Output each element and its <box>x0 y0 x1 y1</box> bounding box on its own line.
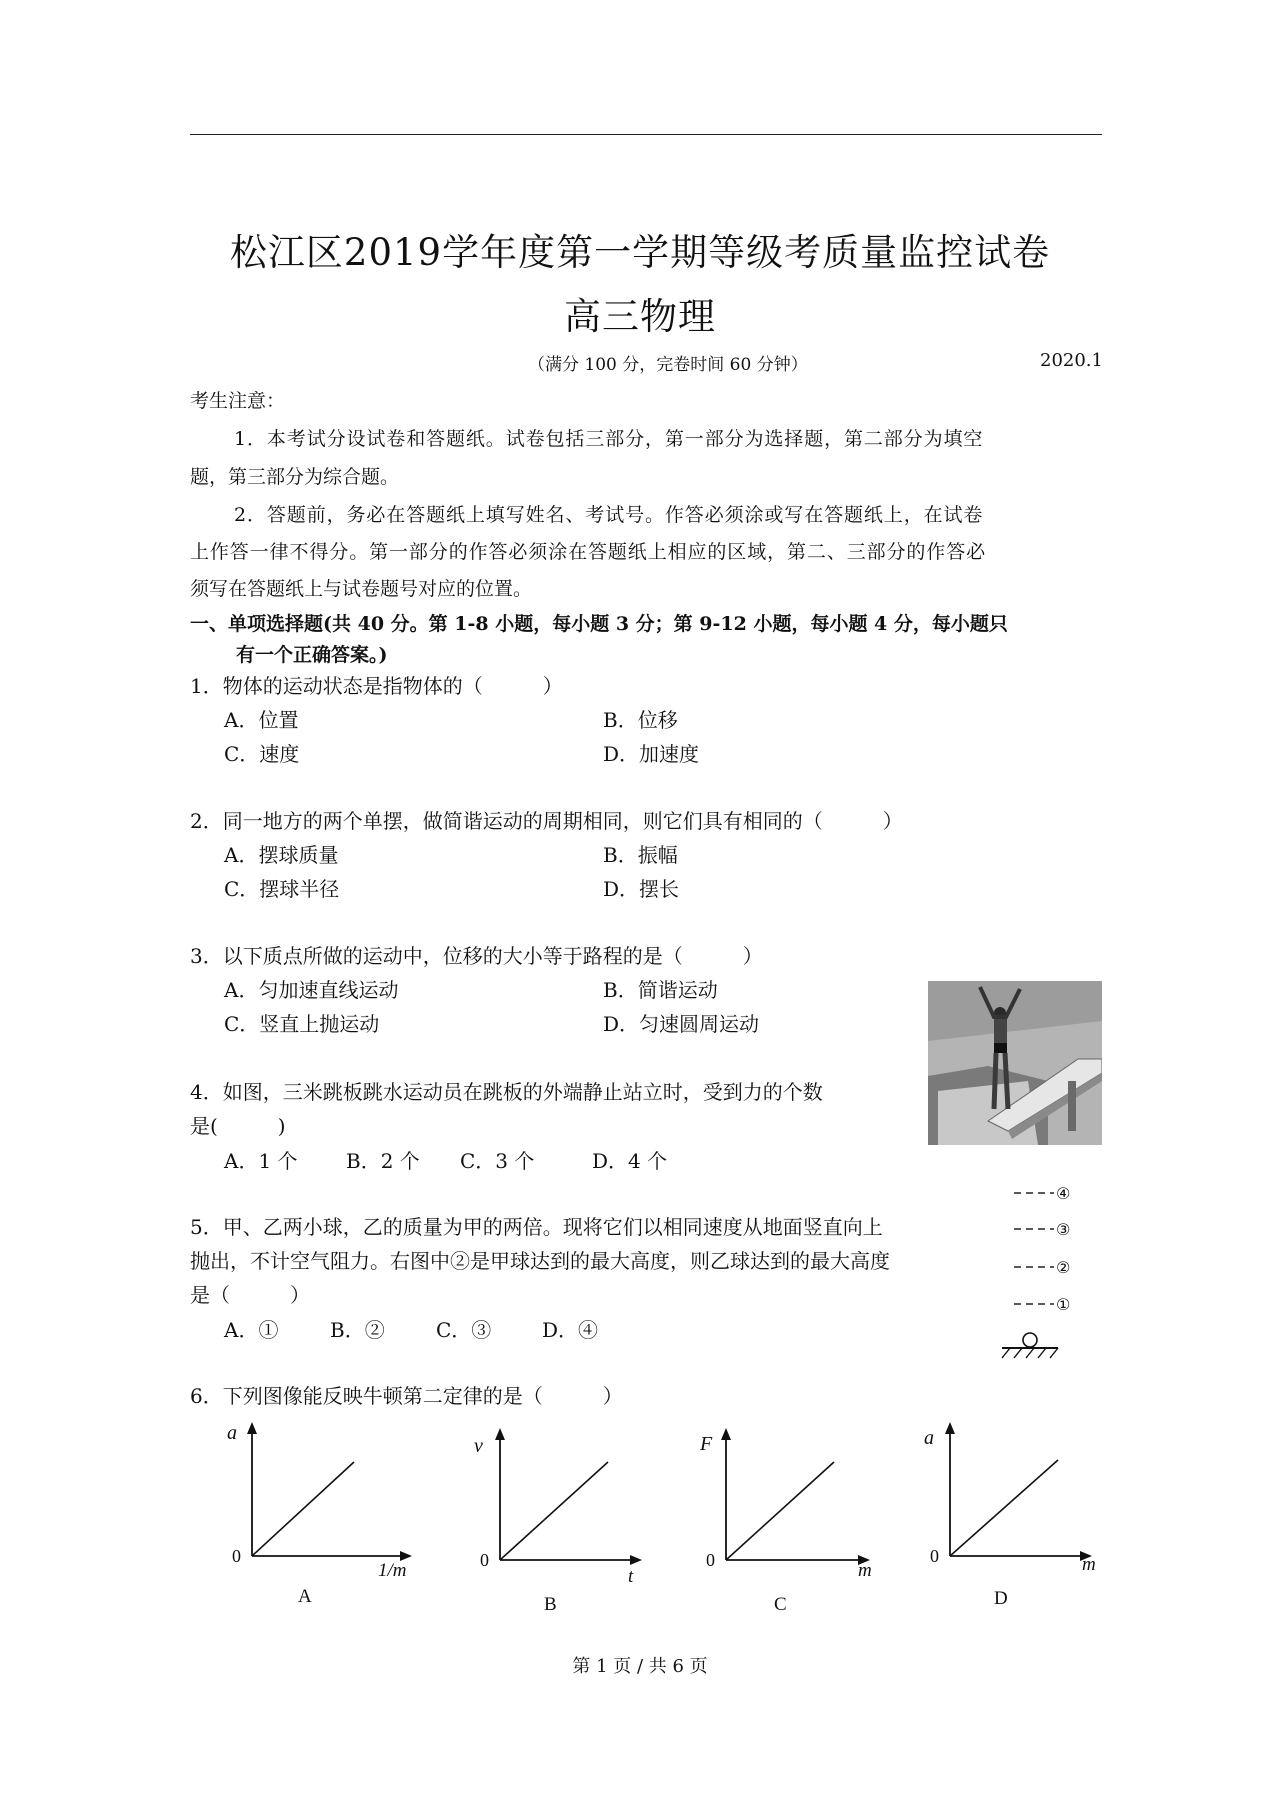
q4-option-c: C．3 个 <box>460 1149 535 1173</box>
level-2-label: ② <box>1056 1258 1071 1277</box>
notice-item2-line3: 须写在答题纸上与试卷题号对应的位置。 <box>190 578 533 600</box>
notice-item1-line2: 题，第三部分为综合题。 <box>190 466 400 488</box>
q2-option-a: A．摆球质量 <box>224 843 339 867</box>
q2-option-b: B．振幅 <box>603 843 678 867</box>
exam-subtitle: （满分 100 分，完卷时间 60 分钟） <box>528 355 808 375</box>
q1-stem: 1．物体的运动状态是指物体的（ ） <box>190 674 563 698</box>
q5-option-a: A．① <box>224 1318 279 1342</box>
graph-a-caption: A <box>298 1586 312 1607</box>
q2-option-d: D．摆长 <box>603 877 680 901</box>
q2-stem: 2．同一地方的两个单摆，做简谐运动的周期相同，则它们具有相同的（ ） <box>190 809 903 833</box>
notice-item1-line1: 1．本考试分设试卷和答题纸。试卷包括三部分，第一部分为选择题，第二部分为填空 <box>234 428 984 450</box>
graph-b-origin: 0 <box>480 1550 489 1570</box>
notice-item2-line2: 上作答一律不得分。第一部分的作答必须涂在答题纸上相应的区域，第二、三部分的作答必 <box>190 541 987 563</box>
graph-d-y-label: a <box>924 1427 934 1449</box>
q3-option-d: D．匀速圆周运动 <box>603 1012 760 1036</box>
header-rule <box>190 134 1102 135</box>
level-1-label: ① <box>1056 1295 1071 1314</box>
level-4-label: ④ <box>1056 1184 1071 1203</box>
graph-a-origin: 0 <box>232 1546 241 1566</box>
q3-option-b: B．简谐运动 <box>603 978 718 1002</box>
notice-item2-line1: 2．答题前，务必在答题纸上填写姓名、考试号。作答必须涂或写在答题纸上，在试卷 <box>234 504 984 526</box>
graph-b-x-arrow <box>630 1555 642 1565</box>
q5-option-d: D．④ <box>542 1318 599 1342</box>
graph-b-y-arrow <box>495 1428 505 1440</box>
graph-d-origin: 0 <box>930 1546 939 1566</box>
q5-stem-line1: 5．甲、乙两小球，乙的质量为甲的两倍。现将它们以相同速度从地面竖直向上 <box>190 1215 883 1239</box>
q4-stem-line1: 4．如图，三米跳板跳水运动员在跳板的外端静止站立时，受到力的个数 <box>190 1080 823 1104</box>
q5-stem-line2: 抛出，不计空气阻力。右图中②是甲球达到的最大高度，则乙球达到的最大高度 <box>190 1249 890 1273</box>
section1-heading-line2: 有一个正确答案。) <box>236 644 388 666</box>
graph-a-y-arrow <box>247 1422 257 1434</box>
graph-a-line <box>252 1462 354 1556</box>
graph-a-y-label: a <box>227 1422 237 1444</box>
graph-c-y-label: F <box>700 1433 713 1455</box>
height-levels-diagram <box>996 1183 1106 1368</box>
exam-date: 2020.1 <box>1040 350 1103 371</box>
q5-option-c: C．③ <box>436 1318 492 1342</box>
ground-hatch <box>1002 1348 1058 1358</box>
graph-a <box>218 1414 418 1614</box>
q1-option-b: B．位移 <box>603 708 678 732</box>
graph-d-line <box>950 1460 1058 1556</box>
q1-option-c: C．速度 <box>224 742 300 766</box>
q4-option-d: D．4 个 <box>592 1149 668 1173</box>
graph-d-x-label: m <box>1082 1554 1096 1575</box>
graph-c-line <box>726 1462 834 1560</box>
exam-subject: 高三物理 <box>564 295 716 338</box>
level-3-label: ③ <box>1056 1220 1071 1239</box>
graph-b <box>468 1420 648 1620</box>
page-footer: 第 1 页 / 共 6 页 <box>572 1656 708 1677</box>
diver-illustration <box>928 981 1102 1145</box>
q4-option-b: B．2 个 <box>346 1149 420 1173</box>
q1-option-a: A．位置 <box>224 708 299 732</box>
graph-d-caption: D <box>994 1588 1008 1609</box>
graph-b-line <box>500 1462 608 1560</box>
q6-stem: 6．下列图像能反映牛顿第二定律的是（ ） <box>190 1384 623 1408</box>
graph-c-caption: C <box>774 1594 787 1615</box>
graph-d <box>918 1414 1108 1614</box>
graph-b-x-label: t <box>628 1566 634 1587</box>
notice-heading: 考生注意： <box>190 390 286 412</box>
graph-d-y-arrow <box>945 1422 955 1434</box>
q3-option-c: C．竖直上抛运动 <box>224 1012 380 1036</box>
q2-option-c: C．摆球半径 <box>224 877 340 901</box>
exam-title: 松江区2019学年度第一学期等级考质量监控试卷 <box>229 231 1051 274</box>
q3-option-a: A．匀加速直线运动 <box>224 978 399 1002</box>
graph-b-y-label: v <box>474 1435 483 1457</box>
q5-option-b: B．② <box>330 1318 385 1342</box>
q4-option-a: A．1 个 <box>224 1149 298 1173</box>
q3-stem: 3．以下质点所做的运动中，位移的大小等于路程的是（ ） <box>190 944 763 968</box>
q1-option-d: D．加速度 <box>603 742 700 766</box>
section1-heading-line1: 一、单项选择题(共 40 分。第 1-8 小题，每小题 3 分；第 9-12 小题，每小题 4 分，每小题只 <box>190 613 1008 635</box>
graph-c <box>694 1420 884 1620</box>
ball-icon <box>1023 1333 1037 1347</box>
q5-stem-line3: 是（ ） <box>190 1283 310 1307</box>
graph-b-caption: B <box>544 1594 557 1615</box>
graph-a-x-label: 1/m <box>378 1560 407 1581</box>
graph-c-origin: 0 <box>706 1550 715 1570</box>
graph-c-y-arrow <box>721 1428 731 1440</box>
graph-c-x-label: m <box>858 1560 872 1581</box>
q4-stem-line2: 是( ) <box>190 1114 286 1138</box>
